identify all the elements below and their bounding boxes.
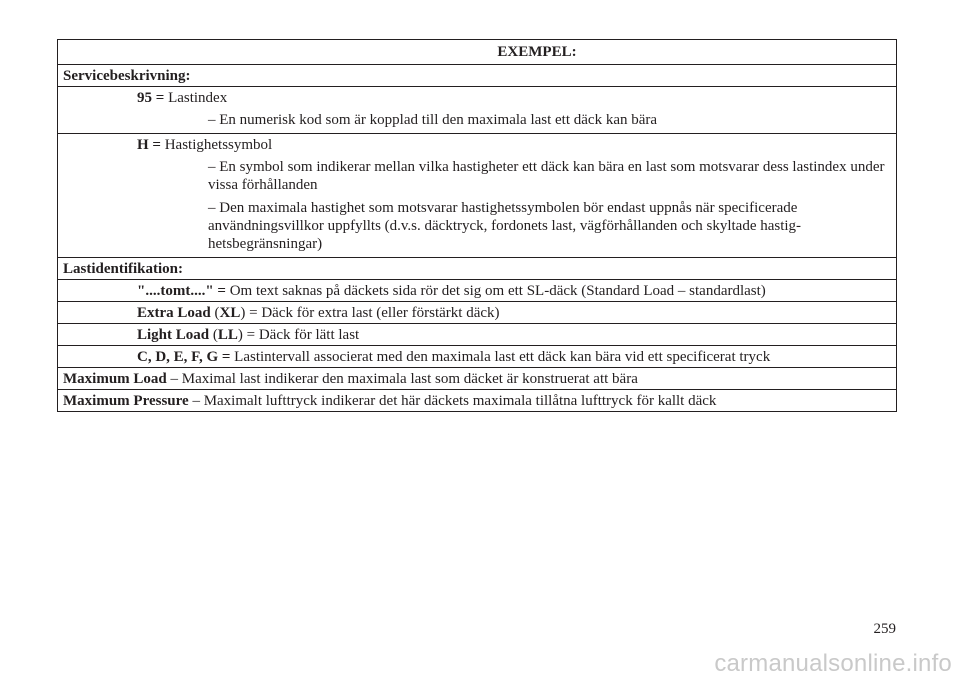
maximum-pressure-row (58, 390, 896, 412)
load-row-empty (58, 280, 896, 302)
speed-symbol-description-2: – Den maximala hastighet som motsvarar hastighetssymbolen bör endast uppnås när specificerade användningsvillkor uppfyllts (d.v.s. däcktryck, fordonets last, vägförhållanden och skyltade hastig-hetsbegränsningar) (208, 200, 802, 252)
load-row-range-term: C, D, E, F, G = (137, 349, 231, 365)
load-identification-heading: Lastidentifikation: (58, 258, 896, 280)
load-index-entry (58, 87, 896, 134)
load-index-term: 95 = (137, 90, 165, 106)
load-row-empty-text: Om text saknas på däckets sida rör det sig om ett SL-däck (Standard Load – standardlast) (225, 283, 766, 299)
maximum-load-text: – Maximal last indikerar den maximala last som däcket är konstruerat att bära (166, 371, 638, 387)
maximum-pressure-term: Maximum Pressure (63, 393, 189, 409)
load-index-label: Lastindex (168, 90, 228, 106)
load-index-description: – En numerisk kod som är kopplad till den maximala last ett däck kan bära (208, 112, 658, 128)
maximum-pressure-text: – Maximalt lufttryck indikerar det här däckets maximala tillåtna lufttryck för kallt däck (188, 393, 717, 409)
maximum-load-row (58, 368, 896, 390)
speed-symbol-description-1: – En symbol som indikerar mellan vilka hastigheter ett däck kan bära en last som motsvarar dess lastindex under vissa förhållanden (208, 159, 885, 193)
load-row-light-load (58, 324, 896, 346)
watermark: carmanualsonline.info (714, 650, 952, 677)
load-row-range (58, 346, 896, 368)
maximum-load-term: Maximum Load (63, 371, 167, 387)
speed-symbol-entry (58, 134, 896, 258)
load-row-empty-term: "....tomt...." = (137, 283, 226, 299)
load-row-extra-load (58, 302, 896, 324)
load-row-extra-load-text: ) = Däck för extra last (eller förstärkt däck) (240, 305, 500, 321)
page-number: 259 (873, 621, 896, 637)
load-row-light-load-abbr: LL (217, 327, 238, 343)
load-row-extra-load-abbr: XL (219, 305, 241, 321)
load-row-light-load-text: ) = Däck för lätt last (237, 327, 360, 343)
load-row-light-load-term: Light Load (137, 327, 210, 343)
speed-symbol-label: Hastighetssymbol (164, 137, 273, 153)
load-row-range-text: Lastintervall associerat med den maximala last ett däck kan bära vid ett specificerat tryck (230, 349, 771, 365)
load-row-extra-load-term: Extra Load (137, 305, 211, 321)
service-description-heading: Servicebeskrivning: (58, 65, 896, 87)
speed-symbol-term: H = (137, 137, 161, 153)
load-row-light-load-paren: ( (209, 327, 218, 343)
load-row-extra-load-paren: ( (210, 305, 220, 321)
tire-info-table (57, 39, 897, 412)
table-header: EXEMPEL: (58, 40, 896, 65)
